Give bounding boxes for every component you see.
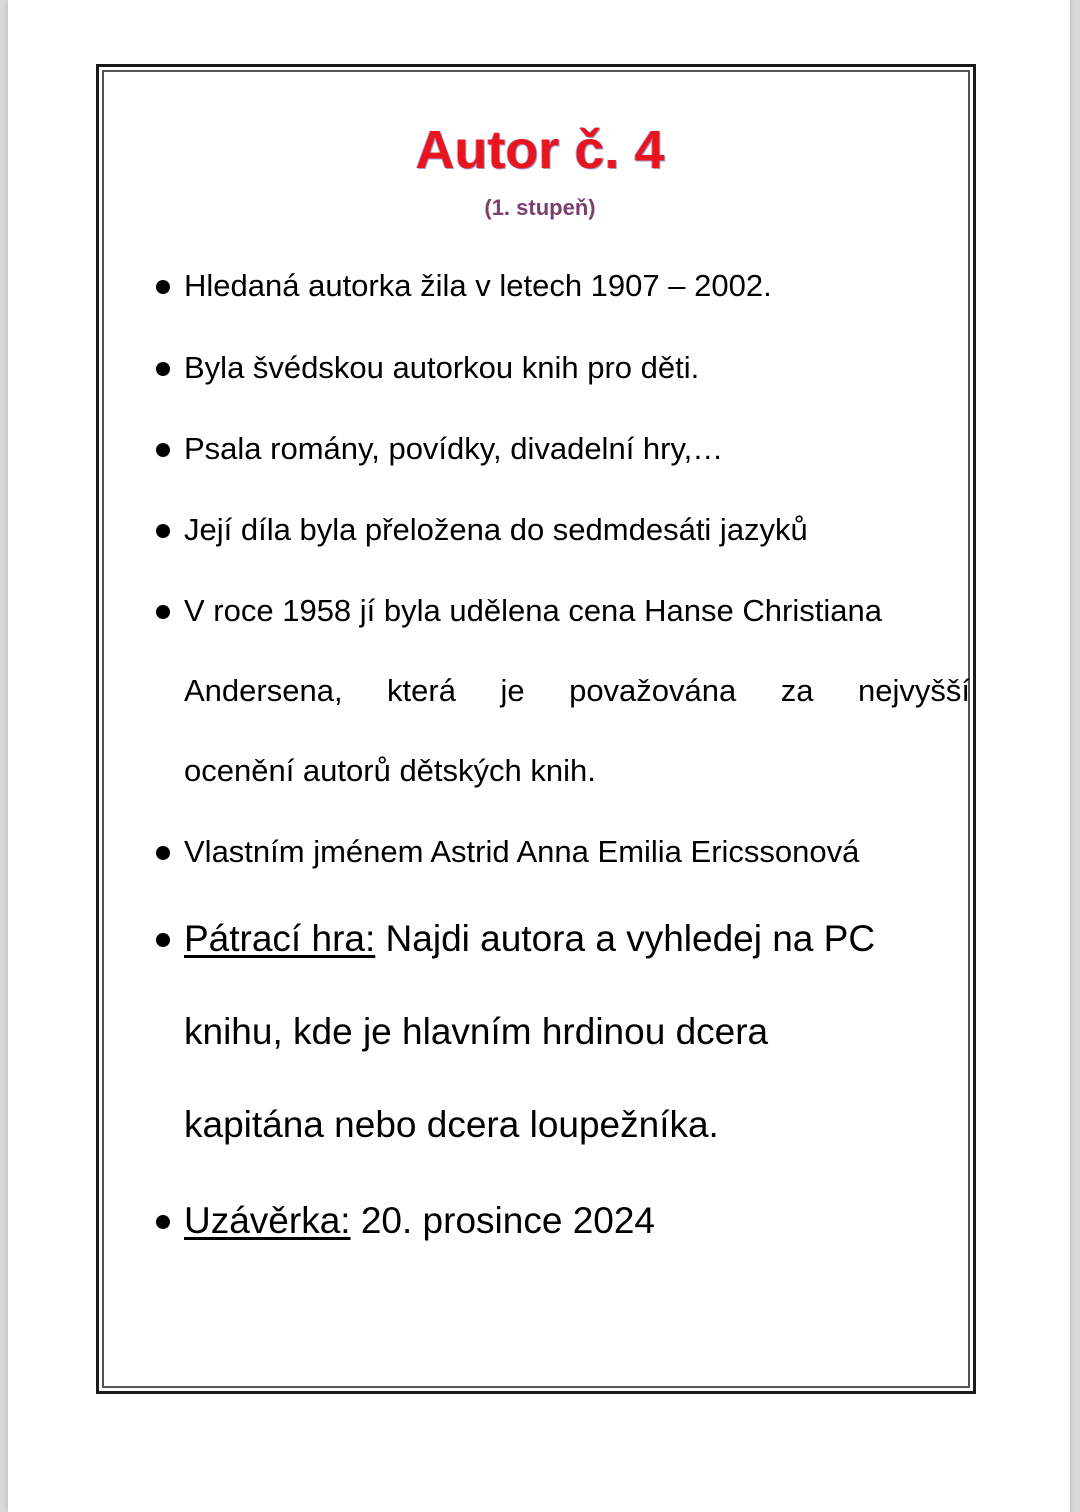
deadline-item [184, 1198, 970, 1244]
list-item-line: ocenění autorů dětských knih. [184, 753, 596, 788]
bullet-icon [156, 443, 170, 457]
task-label: Pátrací hra: [184, 918, 376, 959]
word: považována [569, 673, 737, 708]
list-item [184, 266, 970, 306]
deadline-value: 20. prosince 2024 [360, 1200, 656, 1241]
task-line: kapitána nebo dcera loupežníka. [184, 1104, 719, 1145]
list-item-text: Její díla byla přeložena do sedmdesáti jazyků [184, 512, 808, 547]
list-item [184, 591, 970, 791]
list-item-text: Psala romány, povídky, divadelní hry,… [184, 431, 724, 466]
word: je [500, 673, 525, 708]
bullet-icon [156, 605, 170, 619]
bullet-icon [156, 933, 170, 947]
bullet-icon [156, 846, 170, 860]
page-subtitle: (1. stupeň) [484, 195, 596, 220]
list-item-text: Vlastním jménem Astrid Anna Emilia Ericssonová [184, 834, 860, 869]
list-item [184, 510, 970, 550]
deadline-label: Uzávěrka: [184, 1200, 351, 1241]
task-text: Najdi autora a vyhledej na PC [385, 918, 876, 959]
list-item-text: Hledaná autorka žila v letech 1907 – 2002. [184, 268, 772, 303]
bullet-icon [156, 362, 170, 376]
list-item [184, 832, 970, 872]
list-item [184, 429, 970, 469]
list-item-text: Byla švédskou autorkou knih pro děti. [184, 350, 700, 385]
list-item-justified-line [184, 671, 970, 711]
bullet-icon [156, 1215, 170, 1229]
bullet-icon [156, 280, 170, 294]
list-item [184, 348, 970, 388]
word: která [387, 673, 456, 708]
task-line: knihu, kde je hlavním hrdinou dcera [184, 1011, 769, 1052]
list-item-line: V roce 1958 jí byla udělena cena Hanse Christiana [184, 593, 882, 628]
bullet-icon [156, 524, 170, 538]
task-line [184, 916, 970, 962]
word: Andersena, [184, 673, 343, 708]
page-title: Autor č. 4 [415, 120, 665, 180]
word: nejvyšší [857, 673, 970, 708]
word: za [780, 673, 814, 708]
task-item [184, 916, 970, 1148]
